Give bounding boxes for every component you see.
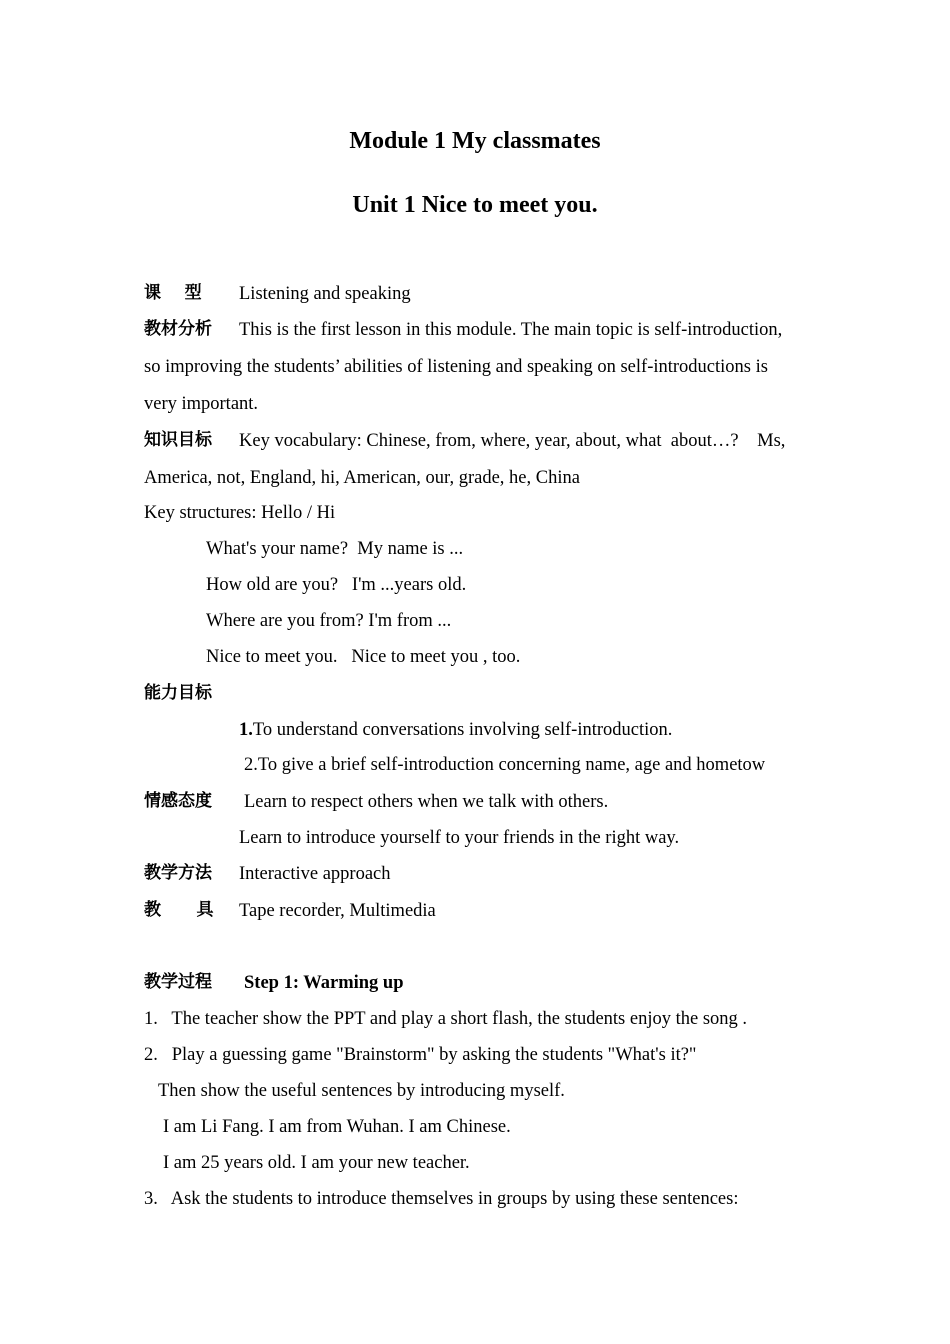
knowledge-goals-line: America, not, England, hi, American, our, grade, he, China [144,468,580,488]
lesson-type-value: Listening and speaking [239,284,411,304]
ability-goal-item [239,717,672,743]
knowledge-goals-label: 知识目标 [144,430,212,450]
teaching-process-label: 教学过程 [144,972,212,992]
emotional-attitude-label: 情感态度 [144,791,212,811]
key-structure-line: What's your name? My name is ... [206,539,464,559]
emotional-attitude-line: Learn to introduce yourself to your friends in the right way. [239,828,680,848]
emotional-attitude-line: Learn to respect others when we talk with others. [244,792,609,812]
ability-goals-label: 能力目标 [144,683,212,703]
process-sub-line: I am 25 years old. I am your new teacher. [163,1153,470,1173]
ability-goal-number: 1. [239,720,253,740]
ability-goal-text: To understand conversations involving self-introduction. [252,720,673,740]
key-structure-line: Where are you from? I'm from ... [206,611,452,631]
knowledge-goals-line: Key vocabulary: Chinese, from, where, year, about, what about…? Ms, [239,431,786,451]
process-item: 2. Play a guessing game "Brainstorm" by asking the students "What's it?" [144,1045,697,1065]
teaching-aids-label: 教 具 [144,900,214,920]
material-analysis-line: This is the first lesson in this module. The main topic is self-introduction, [239,320,783,340]
step-title: Step 1: Warming up [244,973,404,993]
teaching-method-value: Interactive approach [239,864,391,884]
key-structures-heading: Key structures: Hello / Hi [144,503,336,523]
material-analysis-label: 教材分析 [144,319,212,339]
teaching-method-label: 教学方法 [144,863,212,883]
process-item: 1. The teacher show the PPT and play a short flash, the students enjoy the song . [144,1009,748,1029]
ability-goal-item: 2.To give a brief self-introduction concerning name, age and hometow [244,755,766,775]
key-structure-line: How old are you? I'm ...years old. [206,575,467,595]
process-sub-line: I am Li Fang. I am from Wuhan. I am Chinese. [163,1117,511,1137]
teaching-aids-value: Tape recorder, Multimedia [239,901,436,921]
document-title: Module 1 My classmates [349,128,601,154]
process-sub-line: Then show the useful sentences by introducing myself. [158,1081,565,1101]
key-structure-line: Nice to meet you. Nice to meet you , too. [206,647,521,667]
material-analysis-line: very important. [144,394,259,414]
document-subtitle: Unit 1 Nice to meet you. [352,192,598,218]
lesson-type-label: 课 型 [144,283,202,303]
material-analysis-line: so improving the students’ abilities of listening and speaking on self-introductions is [144,357,768,377]
process-item: 3. Ask the students to introduce themselves in groups by using these sentences: [144,1189,739,1209]
